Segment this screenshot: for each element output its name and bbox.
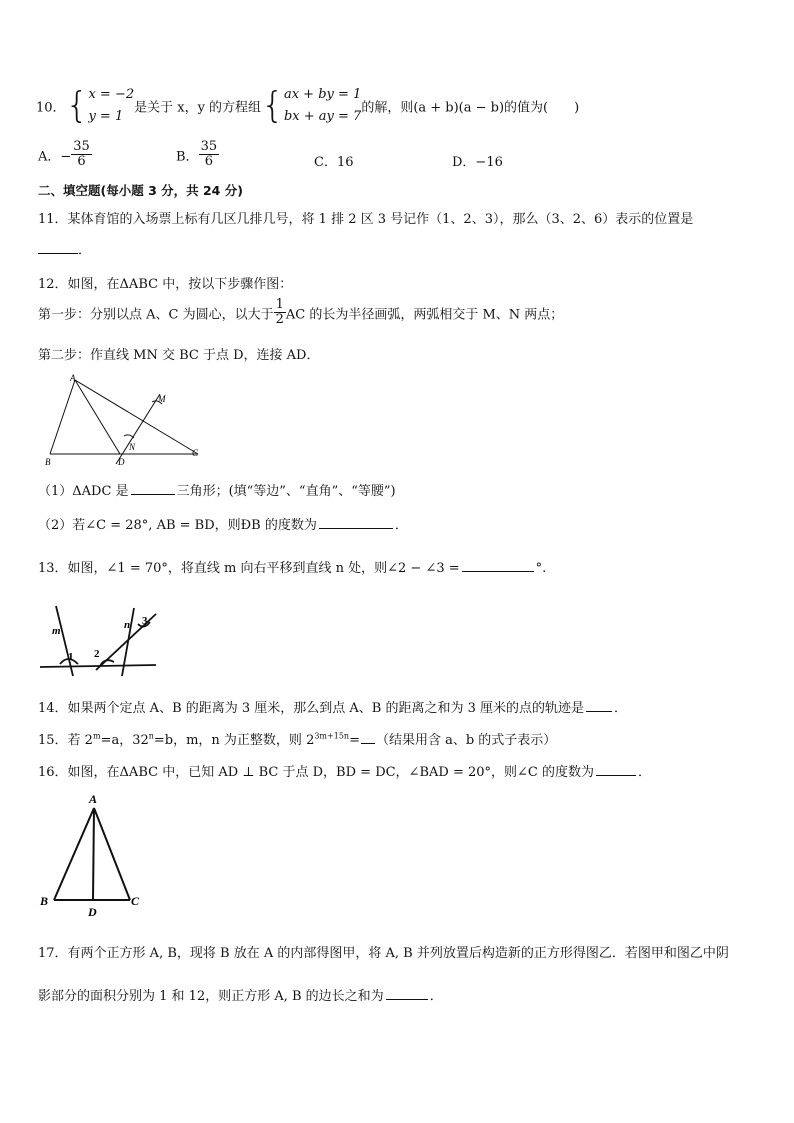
q11-line1: 11．某体育馆的入场票上标有几区几排几号，将 1 排 2 区 3 号记作（1、2、3），那么（3、2、6）表示的位置是 bbox=[38, 212, 694, 227]
q12-step1 bbox=[38, 298, 563, 328]
q16-blank bbox=[596, 763, 636, 776]
q10-brace-2: { bbox=[261, 85, 284, 126]
q12-label-c: C bbox=[192, 448, 199, 458]
q12-segment-ad bbox=[75, 380, 120, 454]
q13-label-m: m bbox=[52, 625, 61, 637]
q12-part2 bbox=[38, 514, 408, 533]
q12-label-n: N bbox=[129, 442, 136, 452]
q10-option-d: D．−16 bbox=[452, 155, 503, 170]
q17-line2 bbox=[38, 985, 443, 1004]
q12-label-b: B bbox=[45, 457, 51, 467]
q15-text-d: = bbox=[349, 733, 360, 748]
q10-option-a-fraction bbox=[71, 140, 92, 170]
q10-option-b-num: 35 bbox=[200, 139, 218, 154]
q16-label-d: D bbox=[88, 905, 97, 919]
q15-text bbox=[38, 729, 556, 748]
q14-end: ． bbox=[614, 701, 628, 716]
q17-line2-text-b: ． bbox=[429, 989, 443, 1004]
q15-text-a: 15．若 2 bbox=[38, 733, 93, 748]
q12-part1-text-b: 三角形；(填“等边”、“直角”、“等腰”) bbox=[176, 484, 396, 499]
q15-text-e: （结果用含 a、b 的式子表示） bbox=[375, 733, 557, 748]
q16-segment-ac bbox=[94, 808, 130, 900]
q12-label-m: M bbox=[158, 394, 166, 404]
q10-option-a-label: A．− bbox=[38, 149, 72, 165]
q13-text-b: °. bbox=[535, 561, 547, 576]
q10-option-a-num: 35 bbox=[73, 139, 90, 154]
q16-label-c: C bbox=[131, 894, 140, 908]
q12-step1-text-b: AC 的长为半径画弧，两弧相交于 M、N 两点； bbox=[285, 307, 564, 323]
q15-sup-n: n bbox=[148, 731, 154, 741]
q10-option-a-den: 6 bbox=[77, 154, 86, 170]
q10-equation-system bbox=[284, 84, 361, 128]
q10-sys2-line2: bx + ay = 7 bbox=[283, 109, 362, 124]
q12-step2: 第二步：作直线 MN 交 BC 于点 D，连接 AD． bbox=[38, 348, 320, 363]
q12-part2-text-a: （2）若∠C = 28°, AB = BD，则ÐB 的度数为 bbox=[38, 518, 317, 533]
q16-text-b: ． bbox=[638, 765, 652, 780]
q13-label-3: 3 bbox=[142, 615, 148, 627]
q15-text-b: =a，32 bbox=[100, 733, 149, 748]
q12-step1-text-a: 第一步：分别以点 A、C 为圆心，以大于 bbox=[38, 307, 274, 323]
q16-text-a: 16．如图，在ΔABC 中，已知 AD ⊥ BC 于点 D，BD = DC，∠BAD = 20°，则∠C 的度数为 bbox=[38, 765, 594, 780]
q13-label-1: 1 bbox=[68, 651, 74, 663]
q12-part1-text-a: （1）ΔADC 是 bbox=[38, 484, 129, 499]
q15-blank bbox=[361, 731, 375, 744]
q17-line2-text-a: 影部分的面积分别为 1 和 12，则正方形 A, B 的边长之和为 bbox=[38, 989, 384, 1004]
q10-option-b-den: 6 bbox=[204, 154, 213, 170]
q14-text-main: 14．如果两个定点 A、B 的距离为 3 厘米，那么到点 A、B 的距离之和为 3 厘米的点的轨迹是 bbox=[38, 701, 585, 716]
q10-option-b-fraction bbox=[199, 140, 220, 170]
q12-label-d: D bbox=[118, 457, 125, 467]
q16-label-a: A bbox=[89, 792, 98, 806]
q10-option-b bbox=[176, 140, 219, 170]
q10-sys1-line1: x = −2 bbox=[88, 87, 135, 102]
q14-blank bbox=[586, 699, 612, 712]
q15-sup-m: m bbox=[92, 731, 101, 741]
q13-blank bbox=[462, 559, 534, 572]
q12-step1-fraction bbox=[274, 298, 286, 328]
q10-sys1-line2: y = 1 bbox=[88, 109, 124, 124]
q16-segment-ab bbox=[54, 808, 94, 900]
q12-step1-num: 1 bbox=[275, 297, 284, 312]
q10 bbox=[36, 84, 579, 130]
q16-segment-ad bbox=[93, 808, 94, 900]
q11-end: ． bbox=[78, 243, 92, 258]
q10-brace-1: { bbox=[65, 85, 89, 126]
q13-text-a: 13．如图，∠1 = 70°，将直线 m 向右平移到直线 n 处，则∠2 − ∠3 = bbox=[38, 561, 460, 576]
q10-tail-text: 的解，则(a + b)(a − b)的值为( ) bbox=[361, 100, 580, 116]
q14-text bbox=[38, 697, 627, 716]
q10-solution-system bbox=[88, 84, 134, 128]
q16-text bbox=[38, 761, 651, 780]
q10-option-b-label: B． bbox=[176, 149, 199, 165]
q12-figure bbox=[40, 372, 210, 467]
section-header-fill-in: 二、填空题(每小题 3 分，共 24 分) bbox=[38, 183, 243, 198]
q10-number: 10． bbox=[36, 100, 66, 116]
q15-sup-exp: 3m+15n bbox=[314, 731, 350, 741]
q12-segment-ac bbox=[75, 380, 198, 454]
q17-line1: 17．有两个正方形 A, B，现将 B 放在 A 的内部得图甲，将 A, B 并列放置后构造新的正方形得图乙．若图甲和图乙中阴 bbox=[38, 946, 729, 961]
q12-part1 bbox=[38, 480, 396, 499]
q16-label-b: B bbox=[40, 894, 49, 908]
q13-line-m bbox=[56, 606, 73, 676]
q10-option-a bbox=[38, 140, 92, 170]
q12-title: 12．如图，在ΔABC 中，按以下步骤作图： bbox=[38, 277, 293, 292]
q10-sys2-line1: ax + by = 1 bbox=[283, 87, 362, 102]
q12-part2-blank bbox=[319, 516, 393, 529]
q12-label-a: A bbox=[70, 373, 76, 383]
q13-label-2: 2 bbox=[94, 648, 100, 660]
q13-label-n: n bbox=[124, 619, 131, 631]
q12-part2-text-b: ． bbox=[394, 518, 408, 533]
q15-text-c: =b，m，n 为正整数，则 2 bbox=[153, 733, 315, 748]
q10-mid-text: 是关于 x，y 的方程组 bbox=[134, 100, 262, 116]
q13-text bbox=[38, 557, 546, 576]
q13-figure bbox=[38, 600, 173, 680]
q11-blank bbox=[38, 241, 78, 254]
q13-base-line bbox=[40, 665, 156, 667]
q12-part1-blank bbox=[131, 482, 175, 495]
q12-step1-den: 2 bbox=[275, 312, 284, 328]
q11-answer-line bbox=[38, 239, 91, 258]
q16-figure bbox=[36, 792, 151, 920]
q17-blank bbox=[386, 987, 428, 1000]
q12-segment-ab bbox=[50, 380, 75, 454]
q10-option-c: C．16 bbox=[314, 155, 354, 170]
